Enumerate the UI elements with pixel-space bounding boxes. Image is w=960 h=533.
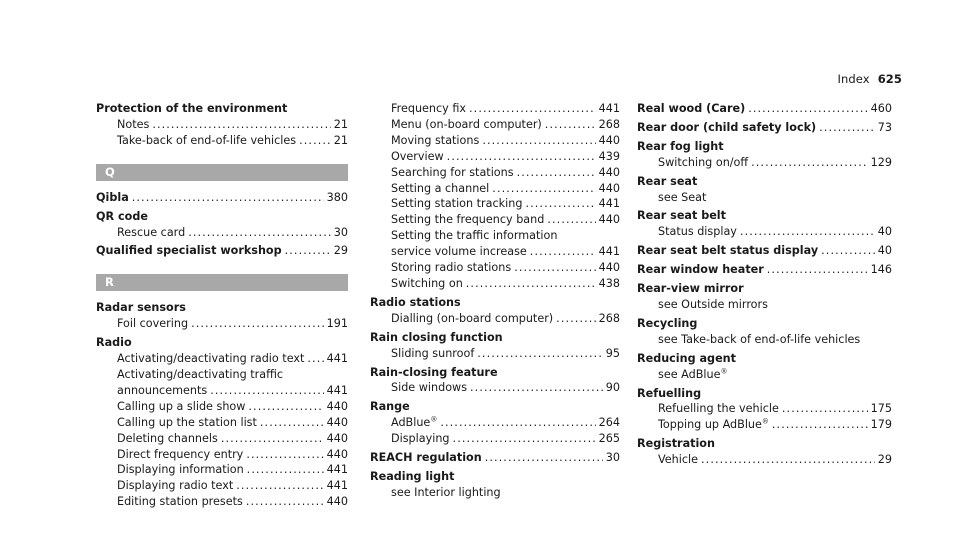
- index-entry: [637, 208, 892, 240]
- sub-entry-text: Setting the frequency band: [391, 213, 545, 227]
- index-entry: [637, 243, 892, 259]
- page-ref: 30: [605, 451, 620, 465]
- page-ref: 21: [333, 117, 348, 131]
- sub-entry-text: Dialling (on-board computer): [391, 311, 554, 325]
- entry-heading: Rear fog light: [637, 139, 724, 153]
- section-header-q: Q: [96, 164, 348, 181]
- sub-entry-text: Switching on: [391, 276, 463, 290]
- sub-entry: [637, 224, 892, 240]
- sub-entry-text: Displaying: [391, 432, 450, 446]
- header-label: Index: [837, 72, 870, 86]
- page-ref: 268: [598, 117, 620, 131]
- page-ref: 29: [333, 244, 348, 258]
- index-entry: [96, 243, 348, 259]
- page-ref: 441: [598, 102, 620, 115]
- entry-heading: Range: [370, 400, 410, 414]
- page-ref: 439: [598, 149, 620, 163]
- sub-entry-text: Setting station tracking: [391, 197, 523, 211]
- sub-entry: [96, 399, 348, 415]
- sub-entry-text: Overview: [391, 149, 444, 163]
- entry-heading: Rear-view mirror: [637, 282, 744, 296]
- sub-entry: [637, 452, 892, 468]
- entry-heading: Radio stations: [370, 295, 461, 309]
- sub-entry: [370, 380, 620, 396]
- sub-entry-text: Moving stations: [391, 133, 480, 147]
- sub-entry: [96, 462, 348, 478]
- page-ref: 440: [326, 431, 348, 445]
- registered-mark: ®: [761, 417, 769, 426]
- sub-entry: [370, 165, 620, 181]
- index-entry: [370, 101, 620, 292]
- page-number: 625: [877, 72, 902, 86]
- page-ref: 441: [326, 352, 348, 366]
- sub-entry-text: AdBlue®: [391, 415, 438, 430]
- sub-entry-text: Sliding sunroof: [391, 346, 475, 360]
- index-entry: [637, 174, 892, 206]
- entry-heading: Rear window heater: [637, 263, 764, 277]
- sub-entry-text: Activating/deactivating radio text: [117, 352, 305, 366]
- sub-entry-text: Foil covering: [117, 317, 189, 331]
- page-ref: 146: [870, 263, 892, 277]
- see-reference: see Seat: [658, 190, 707, 204]
- page-ref: 441: [326, 463, 348, 477]
- sub-entry: [370, 346, 620, 362]
- page-ref: 191: [326, 317, 348, 331]
- page-ref: 440: [598, 261, 620, 275]
- page-ref: 441: [598, 197, 620, 211]
- sub-entry-text: Side windows: [391, 381, 468, 395]
- entry-heading: REACH regulation: [370, 451, 482, 465]
- see-reference: see Take-back of end-of-life vehicles: [658, 332, 861, 346]
- entry-heading: Rear door (child safety lock): [637, 120, 817, 134]
- sub-entry-text: Status display: [658, 225, 737, 239]
- sub-entry-text: announcements: [117, 383, 208, 397]
- index-entry: [637, 351, 892, 383]
- sub-entry: [370, 149, 620, 165]
- page-header: [838, 72, 902, 86]
- sub-entry: [96, 447, 348, 463]
- sub-entry-text: Calling up the station list: [117, 415, 257, 429]
- entry-heading: Rain closing function: [370, 330, 503, 344]
- sub-entry-text: Switching on/off: [658, 155, 749, 169]
- sub-entry-text: Searching for stations: [391, 165, 514, 179]
- entry-heading: Rain-closing feature: [370, 365, 498, 379]
- sub-entry-text: Notes: [117, 117, 150, 131]
- index-entry: [96, 209, 348, 241]
- sub-entry: [370, 196, 620, 212]
- page-ref: 268: [598, 311, 620, 325]
- sub-entry: [96, 117, 348, 133]
- sub-entry-text: Menu (on-board computer): [391, 117, 542, 131]
- registered-mark: ®: [430, 415, 438, 424]
- entry-heading: Qualified specialist workshop: [96, 244, 282, 258]
- sub-entry-text: Frequency fix: [391, 102, 467, 115]
- index-entry: [637, 436, 892, 468]
- index-entry: [96, 300, 348, 332]
- sub-entry-text: Rescue card: [117, 225, 186, 239]
- registered-mark: ®: [720, 366, 728, 375]
- page-ref: 175: [870, 402, 892, 416]
- sub-entry-text: Displaying information: [117, 463, 244, 477]
- page-ref: 40: [877, 225, 892, 239]
- sub-entry: [96, 431, 348, 447]
- sub-entry-text: Calling up a slide show: [117, 399, 246, 413]
- index-entry: [370, 399, 620, 447]
- entry-heading: Rear seat: [637, 174, 698, 188]
- page-ref: 460: [870, 102, 892, 115]
- sub-entry-text: Editing station presets: [117, 495, 243, 509]
- page-ref: 380: [326, 190, 348, 204]
- sub-entry-text: Take-back of end-of-life vehicles: [117, 133, 297, 147]
- index-entry: [637, 120, 892, 136]
- sub-entry: [370, 260, 620, 276]
- page-ref: 90: [605, 381, 620, 395]
- sub-entry: [637, 155, 892, 171]
- sub-entry: [370, 311, 620, 327]
- sub-entry: [96, 133, 348, 149]
- sub-entry: [96, 225, 348, 241]
- entry-heading: Protection of the environment: [96, 102, 288, 115]
- page-ref: 264: [598, 416, 620, 430]
- page-ref: 29: [877, 453, 892, 467]
- page-ref: 129: [870, 155, 892, 169]
- index-entry: [370, 450, 620, 466]
- index-entry: [370, 365, 620, 397]
- page-ref: 440: [598, 133, 620, 147]
- page-ref: 21: [333, 133, 348, 147]
- entry-heading: Radio: [96, 336, 132, 350]
- sub-entry: [96, 383, 348, 399]
- entry-heading: Refuelling: [637, 386, 702, 400]
- index-entry: [370, 330, 620, 362]
- index-entry: [96, 101, 348, 149]
- see-reference: see AdBlue®: [658, 366, 728, 381]
- page-ref: 265: [598, 432, 620, 446]
- sub-entry: [370, 133, 620, 149]
- page-ref: 73: [877, 120, 892, 134]
- sub-entry: [96, 494, 348, 510]
- entry-heading: Rear seat belt: [637, 209, 726, 223]
- see-reference: see Interior lighting: [391, 485, 501, 499]
- entry-heading: Real wood (Care): [637, 102, 746, 115]
- entry-heading: Qibla: [96, 190, 129, 204]
- entry-heading: Recycling: [637, 316, 698, 330]
- index-column-3: [637, 101, 892, 468]
- sub-entry: [370, 212, 620, 228]
- see-reference: see Outside mirrors: [658, 297, 768, 311]
- entry-heading: Rear seat belt status display: [637, 244, 819, 258]
- index-entry: [637, 139, 892, 171]
- page-ref: 440: [598, 181, 620, 195]
- sub-entry: [370, 181, 620, 197]
- sub-entry: [370, 117, 620, 133]
- sub-entry: [96, 415, 348, 431]
- sub-entry: [637, 401, 892, 417]
- index-entry: [96, 190, 348, 206]
- entry-heading: Registration: [637, 437, 715, 451]
- sub-entry: [370, 101, 620, 117]
- sub-entry-text: Storing radio stations: [391, 261, 512, 275]
- sub-entry: [370, 431, 620, 447]
- sub-entry-text: Setting a channel: [391, 181, 490, 195]
- page-ref: 440: [326, 495, 348, 509]
- index-entry: [370, 469, 620, 501]
- sub-entry: [370, 244, 620, 260]
- entry-heading: QR code: [96, 209, 148, 223]
- page-ref: 441: [326, 383, 348, 397]
- sub-entry: [96, 351, 348, 367]
- sub-entry-text: Direct frequency entry: [117, 447, 244, 461]
- page-ref: 438: [598, 276, 620, 290]
- index-column-2: [370, 101, 620, 501]
- page-ref: 30: [333, 225, 348, 239]
- page-ref: 441: [326, 479, 348, 493]
- page-ref: 440: [326, 447, 348, 461]
- index-entry: [637, 316, 892, 348]
- sub-entry-text: Activating/deactivating traffic: [117, 367, 284, 381]
- entry-heading: Reading light: [370, 469, 455, 483]
- index-entry: [637, 386, 892, 434]
- section-header-r: R: [96, 274, 348, 291]
- sub-entry-text: Vehicle: [658, 453, 699, 467]
- page-ref: 95: [605, 346, 620, 360]
- entry-heading: Reducing agent: [637, 351, 736, 365]
- index-entry: [96, 335, 348, 510]
- page-ref: 441: [598, 245, 620, 259]
- sub-entry-text: service volume increase: [391, 245, 527, 259]
- page-ref: 440: [326, 399, 348, 413]
- sub-entry-text: Refuelling the vehicle: [658, 402, 779, 416]
- page-ref: 440: [598, 213, 620, 227]
- page-ref: 40: [877, 244, 892, 258]
- sub-entry-text: Topping up AdBlue®: [658, 417, 769, 432]
- index-entry: [637, 281, 892, 313]
- page-ref: 440: [598, 165, 620, 179]
- sub-entry-text: Displaying radio text: [117, 479, 234, 493]
- index-entry: [637, 101, 892, 117]
- index-entry: [370, 295, 620, 327]
- index-entry: [637, 262, 892, 278]
- page-ref: 179: [870, 418, 892, 432]
- sub-entry-text: Deleting channels: [117, 431, 218, 445]
- entry-heading: Radar sensors: [96, 301, 186, 315]
- page-ref: 440: [326, 415, 348, 429]
- sub-entry: [96, 316, 348, 332]
- sub-entry-text: Setting the traffic information: [391, 229, 558, 243]
- sub-entry: [370, 276, 620, 292]
- sub-entry: [637, 417, 892, 433]
- sub-entry: [96, 478, 348, 494]
- sub-entry: [370, 415, 620, 431]
- index-column-1: [96, 101, 348, 510]
